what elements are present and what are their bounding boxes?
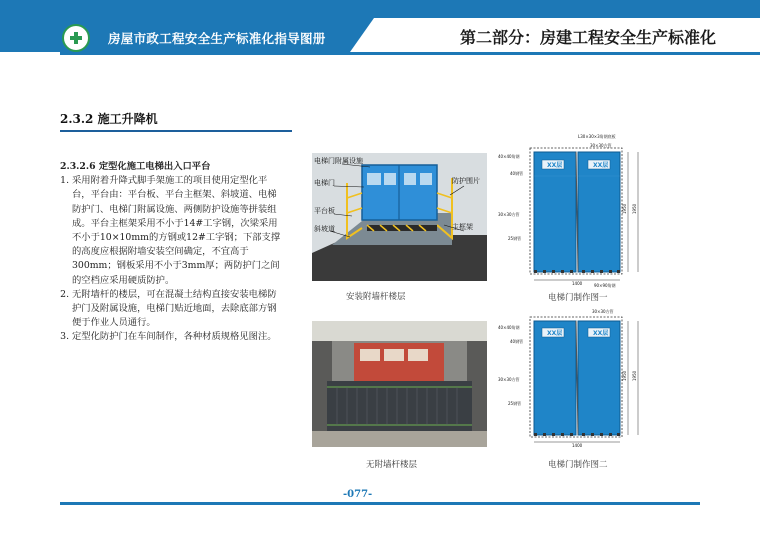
body-list <box>60 174 285 344</box>
header-title: 房屋市政工程安全生产标准化指导图册 <box>108 31 326 46</box>
d1-width: 1400 <box>572 281 583 286</box>
door-drawing-2 <box>498 305 658 450</box>
platform-rendering-svg <box>312 153 487 281</box>
d1-label-6: 90×90角钢 <box>594 283 616 288</box>
page-number: -077- <box>343 489 373 500</box>
section-rule <box>60 130 292 132</box>
drawing2-caption: 电梯门制作图二 <box>548 460 608 470</box>
door-drawing-1 <box>498 130 658 290</box>
section-title: 2.3.2 施工升降机 <box>60 112 158 126</box>
footer-rule <box>60 502 700 505</box>
d2-label-4: 25钢管 <box>508 401 522 406</box>
label-platform: 平台板 <box>314 207 335 215</box>
header-part-title: 第二部分：房建工程安全生产标准化 <box>460 28 717 47</box>
d2-width: 1400 <box>572 443 583 448</box>
d2-label-0: 30×30方管 <box>592 309 614 314</box>
d2-height-b: 1950 <box>632 370 637 381</box>
d1-label-3: 40钢管 <box>510 171 524 176</box>
d2-sign-left: XX层 <box>547 330 563 337</box>
drawing1-caption: 电梯门制作图一 <box>548 293 608 303</box>
d1-height-a: 1950 <box>622 203 627 214</box>
label-attachment: 电梯门附属设施 <box>314 157 363 165</box>
body-item-2: 2. 无附墙杆的楼层，可在混凝土结构直接安装电梯防护门及附属设施，电梯门贴近地面，去除底部方钢便于作业人员通行。 <box>72 288 285 331</box>
photo2-caption: 无附墙杆楼层 <box>366 460 418 470</box>
d1-label-1: 30×30方管 <box>590 143 612 148</box>
label-door: 电梯门 <box>314 179 335 187</box>
d2-sign-right: XX层 <box>593 330 609 337</box>
d2-height-a: 1950 <box>622 370 627 381</box>
label-guard: 防护围片 <box>452 177 480 185</box>
door-drawing-1-svg <box>498 130 658 290</box>
d2-label-3: 30×30方管 <box>498 377 520 382</box>
d1-label-4: 30×30方管 <box>498 212 520 217</box>
green-cross-logo-icon <box>62 24 90 52</box>
body-subhead: 2.3.2.6 定型化施工电梯出入口平台 <box>60 161 211 172</box>
photo1-caption: 安装附墙杆楼层 <box>346 292 406 302</box>
body-text <box>60 160 285 345</box>
d2-label-1: 40×40角钢 <box>498 325 520 330</box>
d1-sign-right: XX层 <box>593 162 609 169</box>
d1-label-0: L30×30×3角钢底板 <box>578 134 616 139</box>
platform-rendering-image <box>312 153 487 281</box>
label-ramp: 斜坡道 <box>314 225 335 233</box>
d1-sign-left: XX层 <box>547 162 563 169</box>
site-photo-image <box>312 321 487 447</box>
d1-label-2: 40×40角钢 <box>498 154 520 159</box>
d1-height-b: 1950 <box>632 203 637 214</box>
d1-label-5: 25钢管 <box>508 236 522 241</box>
site-photo-svg <box>312 321 487 447</box>
body-item-1: 1. 采用附着升降式脚手架施工的项目使用定型化平台，平台由：平台板、平台主框架、斜坡道、电梯防护门、电梯门附属设施、两侧防护设施等拼装组成。平台主框架采用不小于14#工字钢，次梁采用不小于10×10mm的方钢或12#工字钢；下部支撑的高度应根据附墙安装空间确定，不宜高于300mm；钢板采用不小于3mm厚；两防护门之间的空档应采用硬质防护。 <box>72 174 285 288</box>
door-drawing-2-svg <box>498 305 658 450</box>
header-rule <box>60 52 760 55</box>
label-frame: 主框架 <box>452 223 473 231</box>
body-item-3: 3. 定型化防护门在车间制作，各种材质规格见图注。 <box>72 330 285 344</box>
d2-label-2: 40钢管 <box>510 339 524 344</box>
